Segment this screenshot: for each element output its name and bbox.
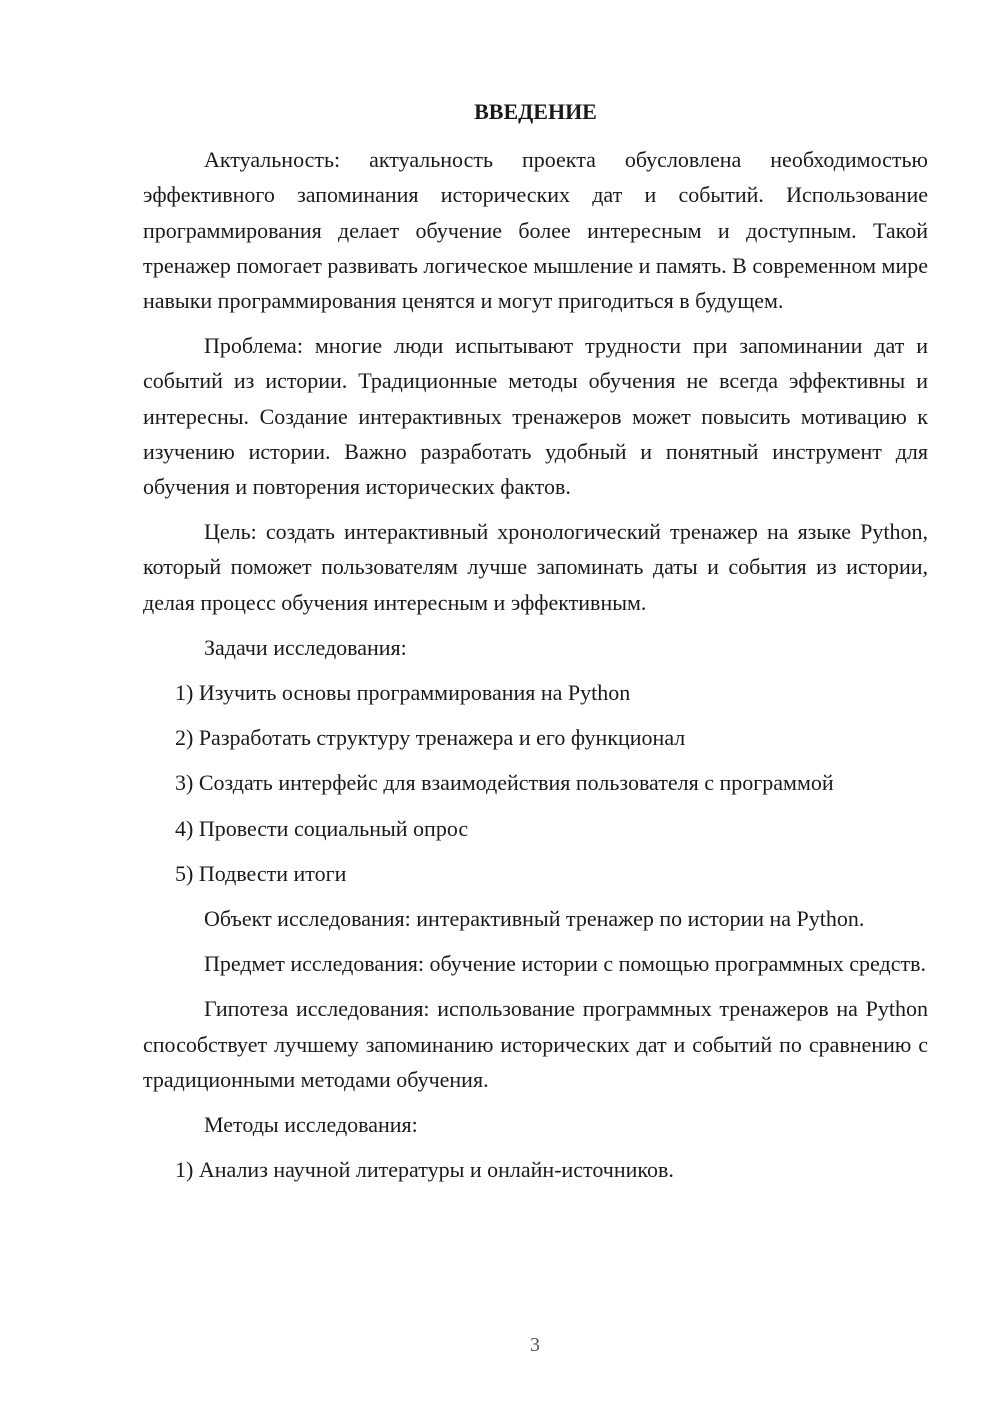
section-title: ВВЕДЕНИЕ — [474, 99, 597, 124]
page-content — [143, 94, 928, 1197]
goal-paragraph: Цель: создать интерактивный хронологический тренажер на языке Python, который поможет пользователям лучше запоминать даты и события из истории, делая процесс обучения интересным и эффективным. — [143, 519, 928, 615]
hypothesis-paragraph: Гипотеза исследования: использование программных тренажеров на Python способствует лучшему запоминанию исторических дат и событий по сравнению с традиционными методами обучения. — [143, 996, 928, 1092]
method-item: 1) Анализ научной литературы и онлайн-источников. — [175, 1157, 674, 1183]
task-item: 2) Разработать структуру тренажера и его функционал — [175, 725, 686, 751]
task-item: 4) Провести социальный опрос — [175, 815, 469, 841]
object-paragraph: Объект исследования: интерактивный тренажер по истории на Python. — [204, 906, 865, 932]
page-number: 3 — [530, 1334, 540, 1356]
task-item: 1) Изучить основы программирования на Python — [175, 680, 631, 706]
tasks-heading: Задачи исследования: — [204, 634, 407, 660]
task-item: 5) Подвести итоги — [175, 860, 347, 886]
methods-heading: Методы исследования: — [204, 1112, 418, 1138]
subject-paragraph: Предмет исследования: обучение истории с помощью программных средств. — [204, 951, 926, 977]
task-item: 3) Создать интерфейс для взаимодействия пользователя с программой — [175, 770, 834, 796]
relevance-paragraph: Актуальность: актуальность проекта обусловлена необходимостью эффективного запоминания исторических дат и событий. Использование программирования делает обучение более интересным и доступным. Такой тренажер помогает развивать логическое мышление и память. В современном мире навыки программирования ценятся и могут пригодиться в будущем. — [143, 147, 928, 314]
problem-paragraph: Проблема: многие люди испытывают трудности при запоминании дат и событий из истории. Традиционные методы обучения не всегда эффективны и интересны. Создание интерактивных тренажеров может повысить мотивацию к изучению истории. Важно разработать удобный и понятный инструмент для обучения и повторения исторических фактов. — [143, 333, 928, 500]
